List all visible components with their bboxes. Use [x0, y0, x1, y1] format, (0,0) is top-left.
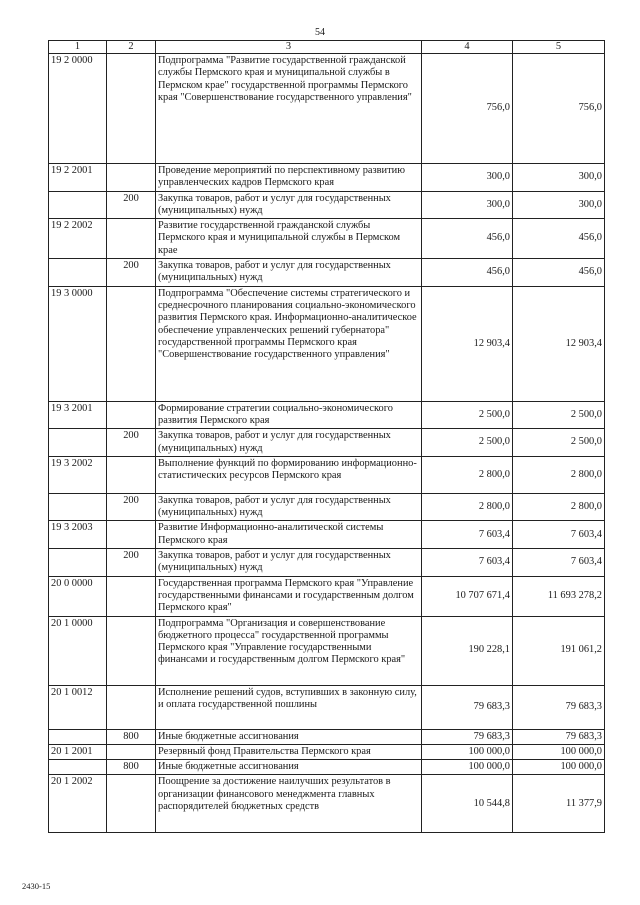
description-cell: Формирование стратегии социально-экономического развития Пермского края: [156, 401, 422, 429]
table-row: [49, 493, 605, 521]
expense-type-cell: [107, 521, 156, 549]
column-header: 1: [49, 41, 107, 54]
amount-year1-cell: 2 800,0: [422, 456, 513, 493]
table-row: [49, 219, 605, 259]
amount-year2-cell: 300,0: [513, 164, 605, 192]
description-cell: Проведение мероприятий по перспективному развитию управленческих кадров Пермского края: [156, 164, 422, 192]
amount-year1-cell: 190 228,1: [422, 616, 513, 685]
expense-type-cell: [107, 286, 156, 401]
budget-code-cell: [49, 729, 107, 744]
description-cell: Подпрограмма "Обеспечение системы стратегического и среднесрочного планирования социально-экономического развития Пермского края. Информационно-аналитическое обеспечение управленческих решений губернатора" государственной программы Пермского края "Совершенствование государственного управления": [156, 286, 422, 401]
amount-year2-cell: 2 800,0: [513, 493, 605, 521]
table-row: [49, 744, 605, 759]
amount-year1-cell: 456,0: [422, 259, 513, 287]
budget-code-cell: [49, 259, 107, 287]
table-row: [49, 685, 605, 729]
amount-year1-cell: 100 000,0: [422, 760, 513, 775]
description-cell: Иные бюджетные ассигнования: [156, 760, 422, 775]
amount-year2-cell: 12 903,4: [513, 286, 605, 401]
expense-type-cell: 800: [107, 729, 156, 744]
description-cell: Резервный фонд Правительства Пермского края: [156, 744, 422, 759]
page-number: 54: [315, 27, 325, 38]
expense-type-cell: [107, 744, 156, 759]
table-row: [49, 191, 605, 219]
amount-year1-cell: 2 500,0: [422, 401, 513, 429]
budget-code-cell: 19 2 0000: [49, 54, 107, 164]
description-cell: Закупка товаров, работ и услуг для государственных (муниципальных) нужд: [156, 493, 422, 521]
expense-type-cell: 200: [107, 259, 156, 287]
budget-code-cell: 19 2 2001: [49, 164, 107, 192]
amount-year1-cell: 12 903,4: [422, 286, 513, 401]
amount-year1-cell: 2 500,0: [422, 429, 513, 457]
amount-year1-cell: 79 683,3: [422, 729, 513, 744]
budget-code-cell: 20 1 2001: [49, 744, 107, 759]
description-cell: Закупка товаров, работ и услуг для государственных (муниципальных) нужд: [156, 191, 422, 219]
expense-type-cell: 200: [107, 191, 156, 219]
amount-year2-cell: 11 693 278,2: [513, 576, 605, 616]
table-row: [49, 549, 605, 577]
description-cell: Выполнение функций по формированию информационно-статистических ресурсов Пермского края: [156, 456, 422, 493]
amount-year1-cell: 7 603,4: [422, 521, 513, 549]
amount-year2-cell: 2 500,0: [513, 429, 605, 457]
document-footer-code: 2430-15: [22, 881, 51, 891]
description-cell: Развитие государственной гражданской службы Пермского края и муниципальной службы в Пермском крае: [156, 219, 422, 259]
amount-year1-cell: 756,0: [422, 54, 513, 164]
description-cell: Закупка товаров, работ и услуг для государственных (муниципальных) нужд: [156, 429, 422, 457]
expense-type-cell: [107, 54, 156, 164]
column-header: 5: [513, 41, 605, 54]
table-header-row: [49, 41, 605, 54]
table-row: [49, 521, 605, 549]
amount-year2-cell: 456,0: [513, 219, 605, 259]
description-cell: Подпрограмма "Организация и совершенствование бюджетного процесса" государственной программы Пермского края "Управление государственными финансами и государственным долгом Пермского края": [156, 616, 422, 685]
amount-year1-cell: 79 683,3: [422, 685, 513, 729]
amount-year1-cell: 7 603,4: [422, 549, 513, 577]
budget-code-cell: 20 1 0000: [49, 616, 107, 685]
description-cell: Иные бюджетные ассигнования: [156, 729, 422, 744]
expense-type-cell: 200: [107, 549, 156, 577]
table-row: [49, 259, 605, 287]
expense-type-cell: 800: [107, 760, 156, 775]
amount-year2-cell: 79 683,3: [513, 685, 605, 729]
table-row: [49, 456, 605, 493]
amount-year1-cell: 456,0: [422, 219, 513, 259]
table-row: [49, 760, 605, 775]
expense-type-cell: [107, 775, 156, 833]
expense-type-cell: [107, 685, 156, 729]
table-row: [49, 429, 605, 457]
column-header: 2: [107, 41, 156, 54]
budget-code-cell: 19 2 2002: [49, 219, 107, 259]
amount-year2-cell: 7 603,4: [513, 549, 605, 577]
table-row: [49, 164, 605, 192]
budget-code-cell: 20 0 0000: [49, 576, 107, 616]
table-row: [49, 286, 605, 401]
expense-type-cell: [107, 219, 156, 259]
description-cell: Поощрение за достижение наилучших результатов в организации финансового менеджмента главных распорядителей бюджетных средств: [156, 775, 422, 833]
budget-code-cell: 19 3 2003: [49, 521, 107, 549]
amount-year1-cell: 10 544,8: [422, 775, 513, 833]
description-cell: Закупка товаров, работ и услуг для государственных (муниципальных) нужд: [156, 259, 422, 287]
amount-year1-cell: 300,0: [422, 191, 513, 219]
budget-code-cell: [49, 429, 107, 457]
amount-year2-cell: 456,0: [513, 259, 605, 287]
amount-year2-cell: 79 683,3: [513, 729, 605, 744]
expense-type-cell: [107, 164, 156, 192]
expense-type-cell: [107, 576, 156, 616]
budget-code-cell: 19 3 2002: [49, 456, 107, 493]
table-row: [49, 775, 605, 833]
amount-year2-cell: 756,0: [513, 54, 605, 164]
description-cell: Подпрограмма "Развитие государственной гражданской службы Пермского края и муниципальной службы в Пермском крае" государственной программы Пермского края "Совершенствование государственного управления": [156, 54, 422, 164]
expense-type-cell: [107, 616, 156, 685]
budget-code-cell: [49, 493, 107, 521]
table-row: [49, 616, 605, 685]
amount-year2-cell: 300,0: [513, 191, 605, 219]
amount-year1-cell: 300,0: [422, 164, 513, 192]
budget-code-cell: 19 3 0000: [49, 286, 107, 401]
description-cell: Развитие Информационно-аналитической системы Пермского края: [156, 521, 422, 549]
amount-year1-cell: 100 000,0: [422, 744, 513, 759]
column-header: 4: [422, 41, 513, 54]
table-row: [49, 54, 605, 164]
budget-code-cell: 19 3 2001: [49, 401, 107, 429]
budget-code-cell: [49, 549, 107, 577]
budget-code-cell: 20 1 2002: [49, 775, 107, 833]
budget-code-cell: 20 1 0012: [49, 685, 107, 729]
table-row: [49, 401, 605, 429]
column-header: 3: [156, 41, 422, 54]
amount-year2-cell: 7 603,4: [513, 521, 605, 549]
table-row: [49, 729, 605, 744]
amount-year1-cell: 10 707 671,4: [422, 576, 513, 616]
budget-table: [48, 40, 605, 833]
amount-year2-cell: 2 500,0: [513, 401, 605, 429]
amount-year2-cell: 2 800,0: [513, 456, 605, 493]
amount-year1-cell: 2 800,0: [422, 493, 513, 521]
description-cell: Государственная программа Пермского края "Управление государственными финансами и государственным долгом Пермского края": [156, 576, 422, 616]
budget-code-cell: [49, 760, 107, 775]
expense-type-cell: [107, 401, 156, 429]
amount-year2-cell: 100 000,0: [513, 760, 605, 775]
amount-year2-cell: 11 377,9: [513, 775, 605, 833]
expense-type-cell: 200: [107, 429, 156, 457]
description-cell: Закупка товаров, работ и услуг для государственных (муниципальных) нужд: [156, 549, 422, 577]
amount-year2-cell: 191 061,2: [513, 616, 605, 685]
description-cell: Исполнение решений судов, вступивших в законную силу, и оплата государственной пошлины: [156, 685, 422, 729]
amount-year2-cell: 100 000,0: [513, 744, 605, 759]
budget-code-cell: [49, 191, 107, 219]
table-row: [49, 576, 605, 616]
expense-type-cell: 200: [107, 493, 156, 521]
expense-type-cell: [107, 456, 156, 493]
